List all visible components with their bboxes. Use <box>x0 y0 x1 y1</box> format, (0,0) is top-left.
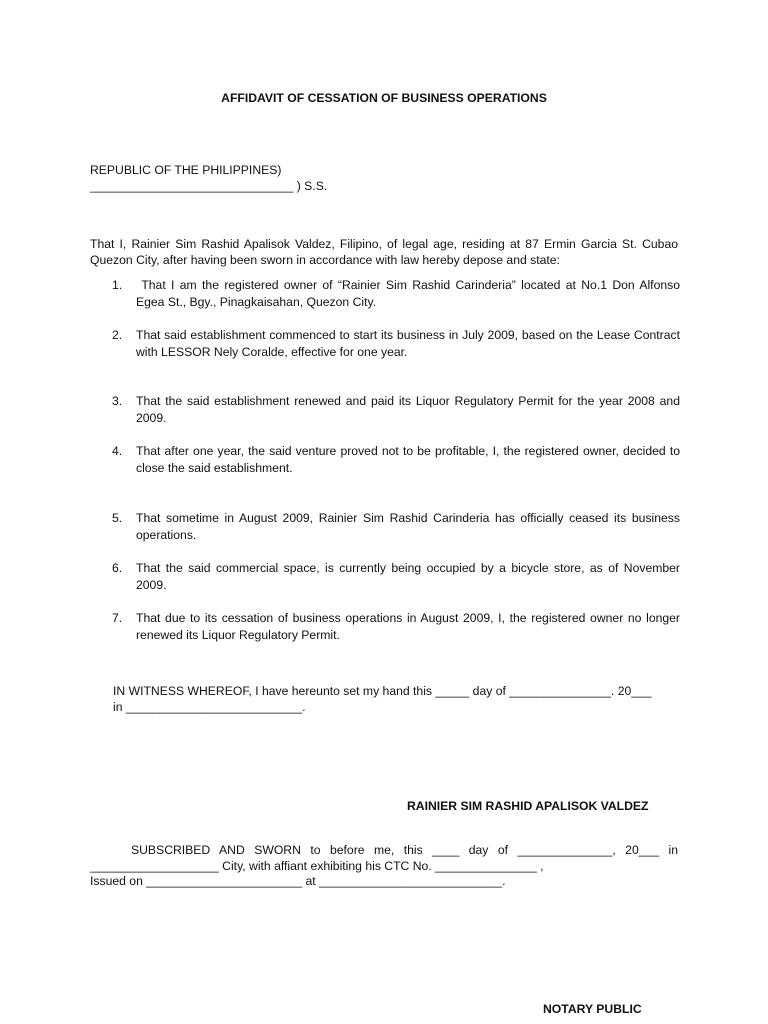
list-item-text: That I am the registered owner of “Rainier Sim Rashid Carinderia” located at No.1 Don Alfonso Egea St., Bgy., Pinagkaisahan, Quezon City. <box>136 278 680 309</box>
list-item-number: 1. <box>112 278 123 292</box>
list-item-text: That due to its cessation of business operations in August 2009, I, the registered owner no longer renewed its Liquor Regulatory Permit. <box>136 611 680 642</box>
list-item-number: 7. <box>112 611 123 625</box>
venue-line-2: ______________________________ ) S.S. <box>90 179 328 193</box>
jurat-line-1: SUBSCRIBED AND SWORN to before me, this ____ day of ______________, 20___ in <box>131 843 678 857</box>
list-item-number: 3. <box>112 394 123 408</box>
list-item-text: That sometime in August 2009, Rainier Sim Rashid Carinderia has officially ceased its business operations. <box>136 511 680 542</box>
list-item-text: That said establishment commenced to start its business in July 2009, based on the Lease Contract with LESSOR Nely Coralde, effective for one year. <box>136 328 680 359</box>
list-item-text: That after one year, the said venture proved not to be profitable, I, the registered owner, decided to close the said establishment. <box>136 444 680 475</box>
witness-clause-line-1: IN WITNESS WHEREOF, I have hereunto set my hand this _____ day of _______________. 20___ <box>113 684 652 698</box>
list-item-number: 6. <box>112 561 123 575</box>
list-item-text: That the said commercial space, is currently being occupied by a bicycle store, as of November 2009. <box>136 561 680 592</box>
list-item-number: 4. <box>112 444 123 458</box>
intro-paragraph-line-1: That I, Rainier Sim Rashid Apalisok Valdez, Filipino, of legal age, residing at 87 Ermin Garcia St. Cubao <box>90 237 678 251</box>
jurat-line-2: ___________________ City, with affiant exhibiting his CTC No. _______________ , <box>90 859 544 873</box>
list-item-number: 5. <box>112 511 123 525</box>
witness-clause-line-2: in __________________________. <box>113 700 306 714</box>
intro-paragraph-line-2: Quezon City, after having been sworn in accordance with law hereby depose and state: <box>90 253 560 267</box>
jurat-line-3: Issued on _______________________ at ___________________________. <box>90 874 506 888</box>
document-title: AFFIDAVIT OF CESSATION OF BUSINESS OPERATIONS <box>221 91 547 105</box>
venue-line-1: REPUBLIC OF THE PHILIPPINES) <box>90 163 282 177</box>
affiant-signature-name: RAINIER SIM RASHID APALISOK VALDEZ <box>407 799 649 813</box>
list-item-text: That the said establishment renewed and paid its Liquor Regulatory Permit for the year 2008 and 2009. <box>136 394 680 425</box>
notary-public-label: NOTARY PUBLIC <box>543 1002 642 1016</box>
list-item-number: 2. <box>112 328 123 342</box>
